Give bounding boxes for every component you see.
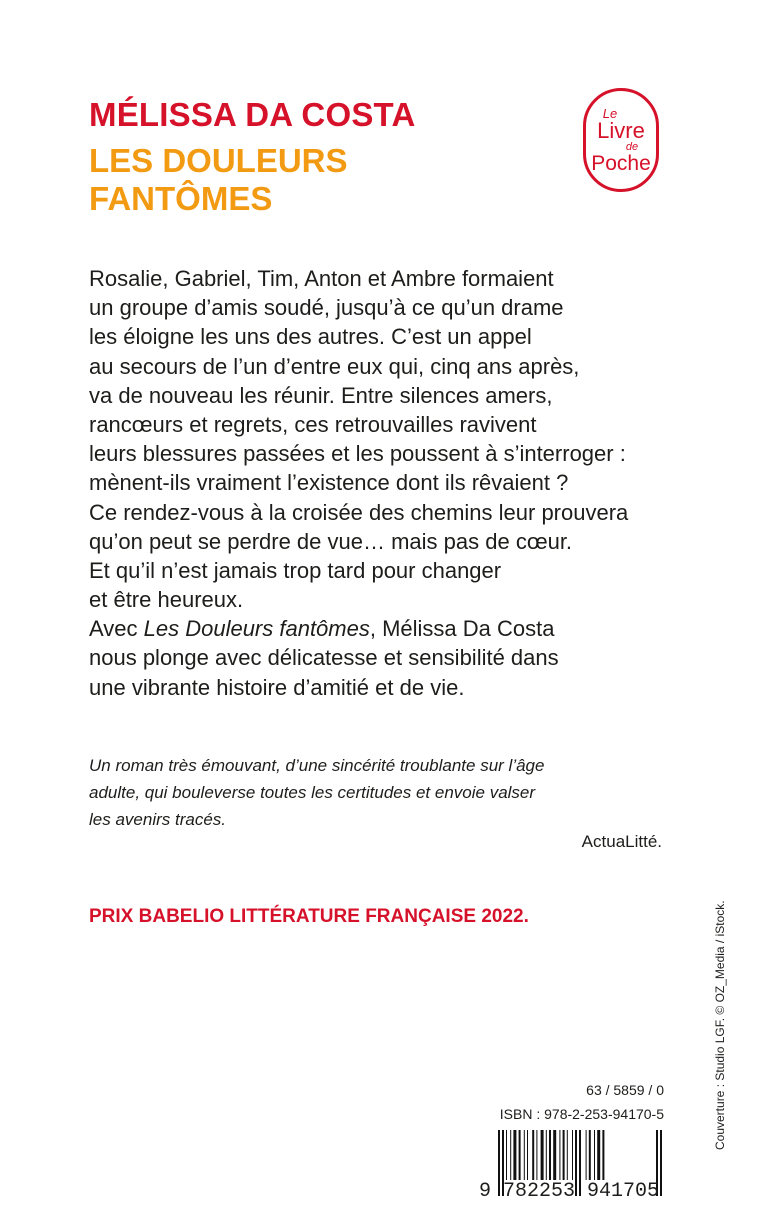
- barcode-digits: 9 782253 941705: [479, 1180, 660, 1203]
- review-quote: [89, 752, 544, 833]
- prize-banner: PRIX BABELIO LITTÉRATURE FRANÇAISE 2022.: [89, 906, 529, 927]
- review-line: les avenirs tracés.: [89, 810, 226, 829]
- synopsis-line: nous plonge avec délicatesse et sensibilité dans: [89, 645, 559, 671]
- synopsis-text: Avec: [89, 616, 144, 642]
- synopsis: [89, 264, 628, 702]
- synopsis-text: , Mélissa Da Costa: [369, 616, 555, 642]
- catalog-code: 63 / 5859 / 0: [586, 1082, 664, 1098]
- publisher-logo: [583, 88, 659, 192]
- logo-text-le: Le: [602, 105, 618, 121]
- logo-text-livre: Livre: [597, 117, 645, 143]
- synopsis-line: Ce rendez-vous à la croisée des chemins leur prouvera: [89, 499, 629, 525]
- title-line-2: FANTÔMES: [89, 180, 273, 217]
- review-source: ActuaLitté.: [581, 832, 662, 851]
- book-title-italic: Les Douleurs fantômes: [143, 616, 370, 642]
- synopsis-line: une vibrante histoire d’amitié et de vie.: [89, 674, 465, 700]
- review-line: Un roman très émouvant, d’une sincérité troublante sur l’âge: [89, 756, 545, 775]
- synopsis-line: au secours de l’un d’entre eux qui, cinq ans après,: [89, 353, 580, 379]
- synopsis-line: [89, 614, 628, 643]
- synopsis-line: et être heureux.: [89, 587, 244, 613]
- synopsis-line: Rosalie, Gabriel, Tim, Anton et Ambre formaient: [89, 266, 554, 291]
- synopsis-line: leurs blessures passées et les poussent à s’interroger :: [89, 441, 626, 467]
- synopsis-line: va de nouveau les réunir. Entre silences amers,: [89, 382, 553, 408]
- synopsis-line: rancœurs et regrets, ces retrouvailles ravivent: [89, 411, 537, 437]
- cover-credit: Couverture : Studio LGF. © OZ_Media / iStock.: [713, 900, 727, 1150]
- synopsis-line: les éloigne les uns des autres. C’est un appel: [89, 324, 532, 350]
- synopsis-line: mènent-ils vraiment l’existence dont ils rêvaient ?: [89, 470, 569, 496]
- book-title: [89, 142, 348, 218]
- synopsis-line: un groupe d’amis soudé, jusqu’à ce qu’un drame: [89, 295, 564, 321]
- author-name: MÉLISSA DA COSTA: [89, 96, 416, 133]
- logo-text-poche: Poche: [591, 151, 651, 175]
- synopsis-line: Et qu’il n’est jamais trop tard pour changer: [89, 557, 502, 583]
- review-line: adulte, qui bouleverse toutes les certitudes et envoie valser: [89, 783, 536, 802]
- isbn-number: ISBN : 978-2-253-94170-5: [499, 1106, 664, 1122]
- synopsis-line: qu’on peut se perdre de vue… mais pas de cœur.: [89, 528, 573, 554]
- logo-text-de: de: [625, 140, 639, 153]
- title-line-1: LES DOULEURS: [89, 142, 348, 179]
